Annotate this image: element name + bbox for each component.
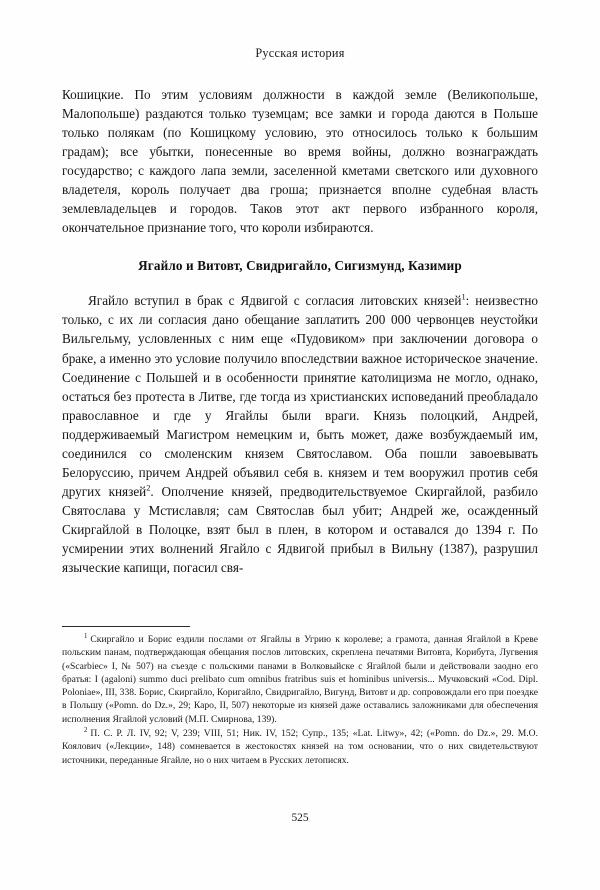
footnote-number: 2 <box>84 726 88 734</box>
footnote-reference-2[interactable]: 2 <box>146 483 151 493</box>
paragraph-segment: : неизвестно только, с их ли согласия дано обещание заплатить 200 000 червонцев неустойки Вильгельму, условленных с ним еще «Пудовиком» при заключении договора о браке, а именно это условие получило впоследствии важное историческое значение. Соединение с Польшей и в особенности принятие католицизма не могло, однако, остаться без протеста в Литве, где тогда из христианских исповеданий преобладало православное и где у Ягайлы были враги. Князь полоцкий, Андрей, поддерживаемый Магистром немецким и, быть может, даже возбуждаемый им, соединился со смоленским князем Святославом. Оба пошли завоевывать Белоруссию, причем Андрей объявил себя в. князем и тем вооружил против себя других князей <box>62 293 538 499</box>
running-head: Русская история <box>255 46 345 60</box>
footnote-number: 1 <box>84 632 88 640</box>
footnote-zone <box>62 626 538 767</box>
body-paragraph: Кошицкие. По этим условиям должности в каждой земле (Великопольше, Малопольше) раздаются только туземцам; все замки и города даются в Польше только полякам (по Кошицкому условию, это относилось только к большим градам); все убытки, понесенные во время войны, должно вознаграждать государство; с каждого лапа земли, заселенной кметами светского или духовного владетеля, король получает два гроша; признается вполне судебная власть землевладельцев и городов. Таков этот акт первого избранного короля, окончательное признание того, что короли избираются. <box>62 87 538 236</box>
page-content <box>62 46 538 577</box>
footnote-item <box>62 727 538 767</box>
page-number: 525 <box>291 812 309 824</box>
footnote-text: П. С. Р. Л. IV, 92; V, 239; VIII, 51; Ник. IV, 152; Супр., 135; «Lat. Litwy», 42; («Pomn. do Dz.», 29. М.О. Коялович («Лекции», 148) сомневается в жестокостях князей на том основании, что о них свидетельствуют источники, переданные Ягайле, но о них читаем в Русских летописях. <box>62 728 538 766</box>
paragraph-segment: Ягайло вступил в брак с Ядвигой с согласия литовских князей <box>88 293 462 309</box>
footnote-reference-1[interactable]: 1 <box>461 292 466 302</box>
footnote-item <box>62 633 538 726</box>
body-paragraph <box>62 291 538 577</box>
footnote-text: Скиргайло и Борис ездили послами от Ягайлы в Угрию к королеве; а грамота, данная Ягайлой в Креве польским панам, подтверждающая обещания послов литовских, скреплена печатями Витовта, Корибута, Лугвения («Scarbiec» I, № 507) на съезде с польскими панами в Волковыйске с Ягайлой были и действовали заодно его братья: I (agaloni) summo duci prelibato cum omnibus fratribus suis et hominibus universis... Мучковский «Cod. Dipl. Poloniae», III, 338. Борис, Скиргайло, Коригайло, Свидригайло, Вигунд, Витовт и др. сопровождали его при поездке в Польшу («Pomn. do Dz.», 29; Каро, II, 507) некоторые из князей даже оставались заложниками для обеспечения исполнения Ягайлой условий (М.П. Смирнова, 139). <box>62 634 538 725</box>
footnote-separator-rule <box>62 626 190 627</box>
section-heading: Ягайло и Витовт, Свидригайло, Сигизмунд, Казимир <box>138 258 462 274</box>
paragraph-segment: . Ополчение князей, предводительствуемое Скиргайлой, разбило Святослава у Мстиславля; сам Святослав был убит; Андрей же, осажденный Скиргайлой в Полоцке, взят был в плен, в котором и оставался до 1394 г. По усмирении этих волнений Ягайло с Ядвигой прибыл в Вильну (1387), разрушил языческие капищи, погасил свя- <box>62 483 538 576</box>
